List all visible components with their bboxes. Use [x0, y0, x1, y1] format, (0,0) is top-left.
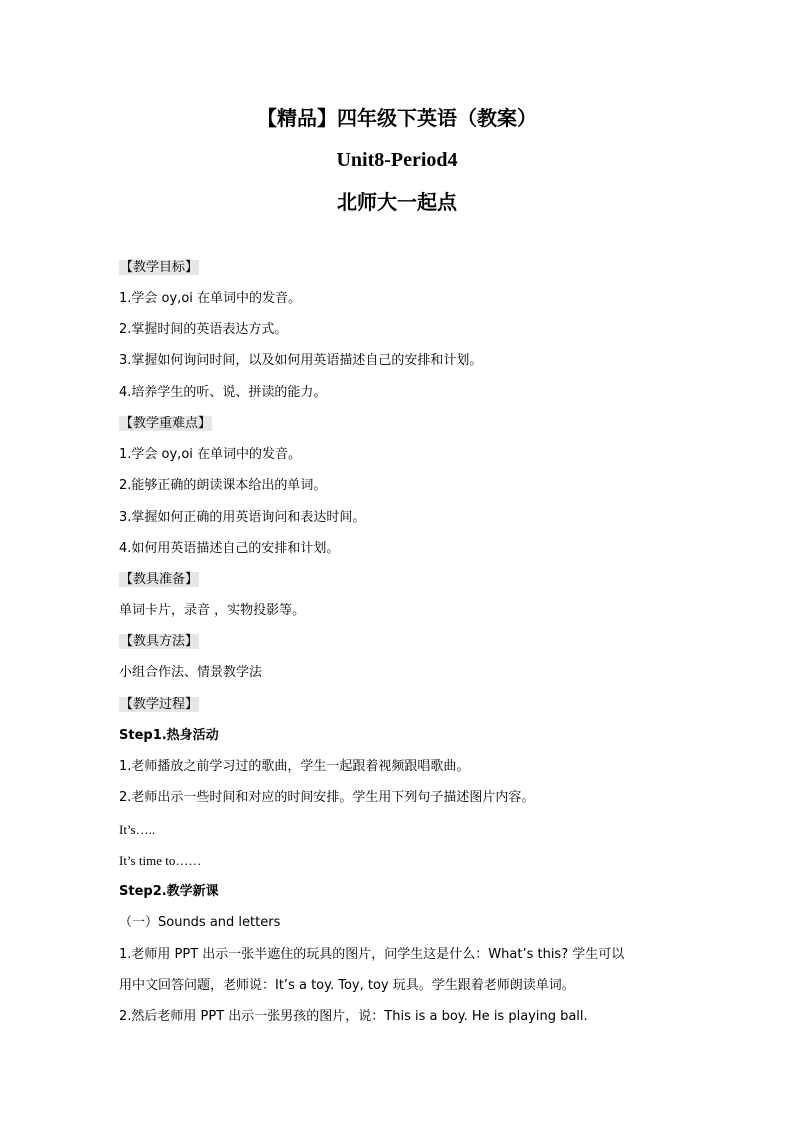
methods-heading: 【教具方法】 — [120, 634, 199, 649]
step1-item: It’s time to…… — [119, 853, 202, 868]
step1-title: Step1.热身活动 — [119, 728, 219, 743]
unit-title: Unit8-Period4 — [336, 149, 458, 171]
step2-title: Step2.教学新课 — [119, 884, 219, 899]
step2-subsection: （一）Sounds and letters — [119, 915, 281, 930]
key-point-item: 4.如何用英语描述自己的安排和计划。 — [119, 541, 340, 556]
objective-item: 4.培养学生的听、说、拼读的能力。 — [119, 385, 327, 400]
section-heading-process — [119, 696, 199, 714]
publisher-title: 北师大一起点 — [337, 190, 457, 214]
step2-item: 用中文回答问题，老师说：It’s a toy. Toy, toy 玩具。学生跟着老师朗读单词。 — [119, 978, 575, 993]
key-point-item: 3.掌握如何正确的用英语询问和表达时间。 — [119, 510, 366, 525]
document-title: 【精品】四年级下英语（教案） — [257, 106, 537, 130]
step2-item: 2.然后老师用 PPT 出示一张男孩的图片，说：This is a boy. He is playing ball. — [119, 1009, 588, 1024]
methods-text: 小组合作法、情景教学法 — [119, 665, 263, 680]
process-heading: 【教学过程】 — [120, 697, 199, 712]
key-point-item: 2.能够正确的朗读课本给出的单词。 — [119, 478, 327, 493]
key-point-item: 1.学会 oy,oi 在单词中的发音。 — [119, 447, 302, 462]
objective-item: 2.掌握时间的英语表达方式。 — [119, 322, 288, 337]
step2-item: 1.老师用 PPT 出示一张半遮住的玩具的图片，问学生这是什么：What’s this? 学生可以 — [119, 947, 625, 962]
section-heading-methods — [119, 633, 199, 651]
step1-item: 1.老师播放之前学习过的歌曲，学生一起跟着视频跟唱歌曲。 — [119, 759, 470, 774]
step1-item: 2.老师出示一些时间和对应的时间安排。学生用下列句子描述图片内容。 — [119, 790, 535, 805]
materials-text: 单词卡片，录音 ，实物投影等。 — [119, 603, 306, 618]
objectives-heading: 【教学目标】 — [120, 260, 199, 275]
objective-item: 3.掌握如何询问时间，以及如何用英语描述自己的安排和计划。 — [119, 353, 483, 368]
section-heading-key-points — [119, 415, 212, 433]
step1-item: It’s….. — [119, 822, 156, 837]
objective-item: 1.学会 oy,oi 在单词中的发音。 — [119, 291, 302, 306]
key-points-heading: 【教学重难点】 — [120, 416, 212, 431]
section-heading-objectives — [119, 259, 199, 277]
section-heading-materials — [119, 571, 199, 589]
materials-heading: 【教具准备】 — [120, 572, 199, 587]
